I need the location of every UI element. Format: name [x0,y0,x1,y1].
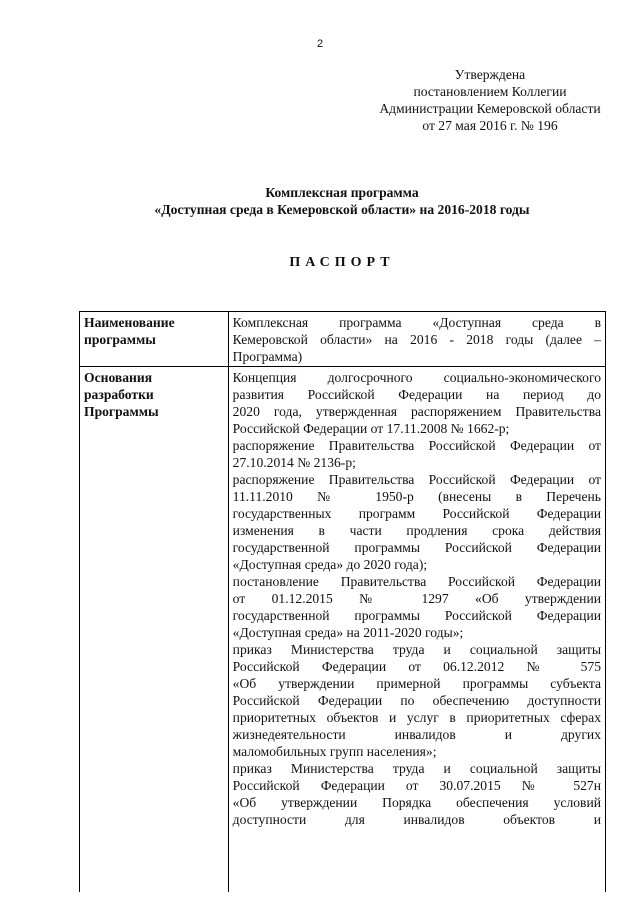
table-row [80,312,606,367]
value-line: «Об утверждении примерной программы субъекта [232,676,601,691]
document-title [0,184,640,218]
value-line: доступности для инвалидов объектов и [232,812,601,827]
value-line: государственной программы Российской Федерации [232,540,601,555]
approval-line: постановлением Коллегии [413,84,567,99]
value-line: изменения в части продления срока действия [232,523,601,538]
approval-line: Администрации Кемеровской области [379,101,601,116]
value-line: Российской Федерации от 17.11.2008 № 1662-р; [232,421,510,436]
value-line: Концепция долгосрочного социально-экономического [232,370,601,385]
value-text [233,369,601,828]
title-line: Комплексная программа [265,185,419,200]
row-value [228,312,605,367]
value-line: государственных программ Российской Федерации [232,506,601,521]
value-line: от 01.12.2015 № 1297 «Об утверждении [232,591,601,606]
value-line: приказ Министерства труда и социальной защиты [232,642,601,657]
passport-heading: ПАСПОРТ [289,255,395,270]
value-line: жизнедеятельности инвалидов и других [232,727,601,742]
value-line: маломобильных групп населения»; [232,744,437,759]
value-text [233,314,601,365]
label-line: Наименование [84,315,175,330]
approval-stamp [340,66,640,134]
value-line: Кемеровской области» на 2016 - 2018 годы (далее – [232,332,601,347]
value-line: «Доступная среда» до 2020 года); [232,557,428,572]
passport-table [79,311,606,892]
value-line: Российской Федерации по обеспечению доступности [232,693,601,708]
row-label [80,312,229,367]
value-line: распоряжение Правительства Российской Федерации от [232,438,601,453]
row-value [228,367,605,893]
value-line: приказ Министерства труда и социальной защиты [232,761,601,776]
table-row [80,367,606,893]
value-line: 11.11.2010 № 1950-р (внесены в Перечень [232,489,601,504]
value-line: Российской Федерации от 06.12.2012 № 575 [232,659,601,674]
value-line: развития Российской Федерации на период до [232,387,601,402]
label-line: Основания [84,370,153,385]
title-line: «Доступная среда в Кемеровской области» на 2016-2018 годы [154,202,530,217]
value-line: 2020 года, утвержденная распоряжением Правительства [232,404,601,419]
value-line: приоритетных объектов и услуг в приоритетных сферах [232,710,601,725]
approval-line: от 27 мая 2016 г. № 196 [422,118,558,133]
approval-line: Утверждена [454,67,526,82]
page-number: 2 [316,38,324,50]
label-line: разработки [84,387,154,402]
value-line: «Об утверждении Порядка обеспечения условий [232,795,601,810]
value-line: государственной программы Российской Федерации [232,608,601,623]
label-line: программы [84,332,156,347]
value-line: Программа) [232,349,303,364]
row-label [80,367,229,893]
value-line: распоряжение Правительства Российской Федерации от [232,472,601,487]
value-line: «Доступная среда» на 2011-2020 годы»; [232,625,464,640]
label-line: Программы [84,404,159,419]
value-line: Российской Федерации от 30.07.2015 № 527н [232,778,601,793]
value-line: постановление Правительства Российской Федерации [232,574,601,589]
value-line: 27.10.2014 № 2136-р; [232,455,356,470]
value-line: Комплексная программа «Доступная среда в [232,315,601,330]
